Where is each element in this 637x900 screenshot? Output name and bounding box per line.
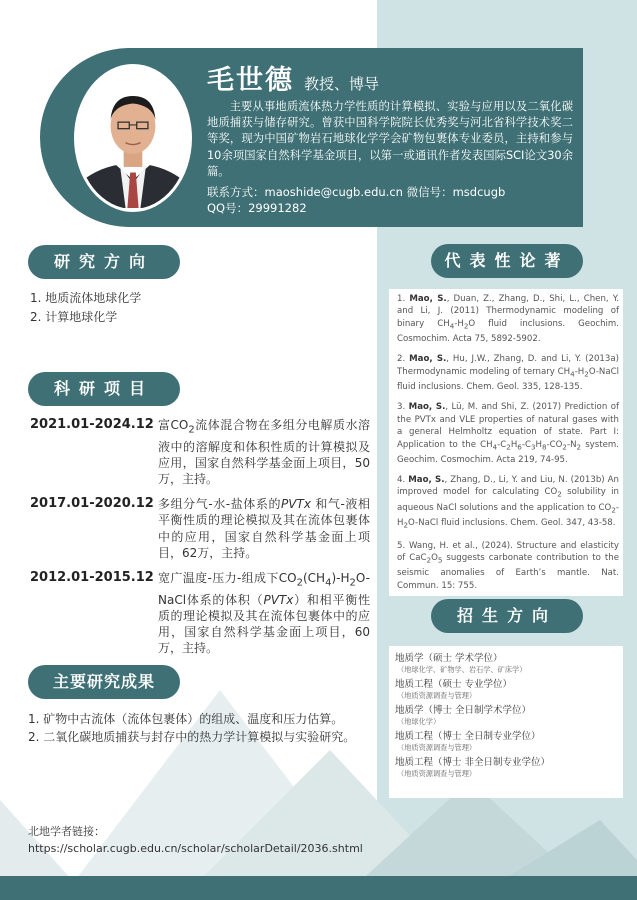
recruit-degree: 地质学（博士 全日制学术学位） [395, 705, 532, 716]
paper-citation: Wang, H. et al., (2024). Structure and elasticity of $CaC_2O_5$ suggests carbonate contribution to the seismic anomalies of Earth’s mantle. Nat. Commun. 15: 755. [397, 540, 620, 591]
recruit-item [395, 756, 617, 779]
paper-number: 4. [397, 475, 409, 486]
project-item [30, 570, 370, 656]
project-date: 2021.01-2024.12 [30, 417, 154, 432]
research-direction-list [30, 289, 141, 327]
portrait-photo [77, 67, 189, 209]
recruit-field: （地球化学、矿物学、岩石学、矿床学） [397, 665, 527, 674]
section-achievements: 主要研究成果 [28, 665, 180, 699]
paper-author: Mao, S. [409, 294, 447, 304]
contact-email-wechat: 联系方式：maoshide@cugb.edu.cn 微信号：msdcugb [207, 185, 506, 199]
recruit-degree: 地质工程（硕士 专业学位） [395, 679, 513, 690]
paper-item [397, 293, 619, 345]
project-item [30, 417, 370, 487]
recruit-field: （地球化学） [397, 717, 441, 726]
paper-author: Mao, S. [408, 475, 445, 486]
project-description: 宽广温度-压力-组成下$CO_2(CH_4)-H_2O$-NaCl体系的体积（PVTx）和相平衡性质的理论模拟及其在流体包裹体中的应用，国家自然科学基金面上项目，60万，主持。 [158, 571, 370, 656]
scholar-links [28, 823, 363, 857]
recruit-item [395, 730, 617, 753]
recruitment-list [389, 646, 623, 798]
paper-item [397, 401, 619, 466]
person-title: 教授、博导 [304, 75, 380, 93]
avatar [74, 64, 192, 212]
recruit-degree: 地质工程（博士 非全日制专业学位） [395, 757, 551, 768]
paper-item [397, 540, 619, 592]
list-item: 1. 矿物中古流体（流体包裹体）的组成、温度和压力估算。 [28, 712, 344, 726]
paper-item [397, 474, 619, 532]
links-label: 北地学者链接： [28, 825, 105, 838]
recruit-item [395, 652, 617, 675]
paper-author: Mao, S. [408, 402, 446, 413]
person-name: 毛世德 [207, 65, 294, 96]
paper-number: 5. [397, 540, 409, 551]
recruit-item [395, 704, 617, 727]
projects-list [30, 417, 370, 665]
paper-citation: , Lü, M. and Shi, Z. (2017) Prediction of the PVTx and VLE properties of natural gases with a general Helmholtz equation of state. Part I: Application to the $CH_4-C_2H_6-C_3H_8-CO_2-N_2$ system. Geochim. Cosmochim. Acta 219, 74-95. [397, 402, 619, 465]
recruit-degree: 地质工程（博士 全日制专业学位） [395, 731, 541, 742]
paper-citation: , Hu, J.W., Zhang, D. and Li, Y. (2013a) Thermodynamic modeling of ternary $CH_4-H_2O$-NaCl fluid inclusions. Chem. Geol. 335, 128-135. [397, 354, 619, 392]
contact-info [207, 185, 505, 216]
list-item: 1. 地质流体地球化学 [30, 291, 142, 305]
section-projects: 科研项目 [28, 372, 180, 406]
paper-item [397, 353, 619, 393]
project-description: 富$CO_2$流体混合物在多组分电解质水溶液中的溶解度和体积性质的计算模拟及应用，国家自然科学基金面上项目，50万，主持。 [158, 418, 370, 486]
footer-bar [0, 876, 637, 900]
paper-citation: , Zhang, D., Li, Y. and Liu, N. (2013b) An improved model for calculating $CO_2$ solubility in aqueous NaCl solutions and the application to $CO_2-H_2O$-NaCl fluid inclusions. Chem. Geol. 347, 43-58. [397, 475, 619, 530]
section-papers: 代表性论著 [431, 244, 583, 278]
recruit-field: （地质资源调查与管理） [397, 769, 477, 778]
bio-text: 主要从事地质流体热力学性质的计算模拟、实验与应用以及二氧化碳地质捕获与储存研究。曾获中国科学院院长优秀奖与河北省科学技术奖二等奖，现为中国矿物岩石地球化学学会矿物包裹体专业委员，主持和参与10余项国家自然科学基金项目，以第一或通讯作者发表国际SCI论文30余篇。 [207, 100, 573, 178]
project-description: 多组分气-水-盐体系的PVTx 和气-液相平衡性质的理论模拟及其在流体包裹体中的应用，国家自然科学基金面上项目，62万，主持。 [158, 497, 370, 560]
recruit-field: （地质资源调查与管理） [397, 743, 477, 752]
scholar-profile-link[interactable]: https://scholar.cugb.edu.cn/scholar/scholarDetail/2036.shtml [28, 842, 363, 855]
papers-list [389, 289, 623, 596]
section-recruitment: 招生方向 [431, 599, 583, 633]
paper-citation: , Duan, Z., Zhang, D., Shi, L., Chen, Y. and Li, J. (2011) Thermodynamic modeling of binary $CH_4-H_2O$ fluid inclusions. Geochim. Cosmochim. Acta 75, 5892-5902. [397, 294, 620, 344]
paper-number: 2. [397, 354, 410, 365]
list-item: 2. 计算地球化学 [30, 310, 118, 324]
recruit-item [395, 678, 617, 701]
paper-author: Mao, S. [409, 354, 447, 365]
contact-qq: QQ号：29991282 [207, 200, 307, 215]
section-research-direction: 研究方向 [28, 245, 180, 279]
project-date: 2017.01-2020.12 [30, 496, 154, 512]
list-item: 2. 二氧化碳地质捕获与封存中的热力学计算模拟与实验研究。 [28, 730, 356, 744]
achievements-list [28, 710, 368, 746]
project-item [30, 496, 370, 561]
recruit-degree: 地质学（硕士 学术学位） [395, 653, 503, 664]
project-date: 2012.01-2015.12 [30, 570, 154, 586]
name-heading [207, 58, 379, 97]
recruit-field: （地质资源调查与管理） [397, 691, 477, 700]
paper-number: 1. [397, 294, 410, 304]
paper-number: 3. [397, 402, 409, 413]
